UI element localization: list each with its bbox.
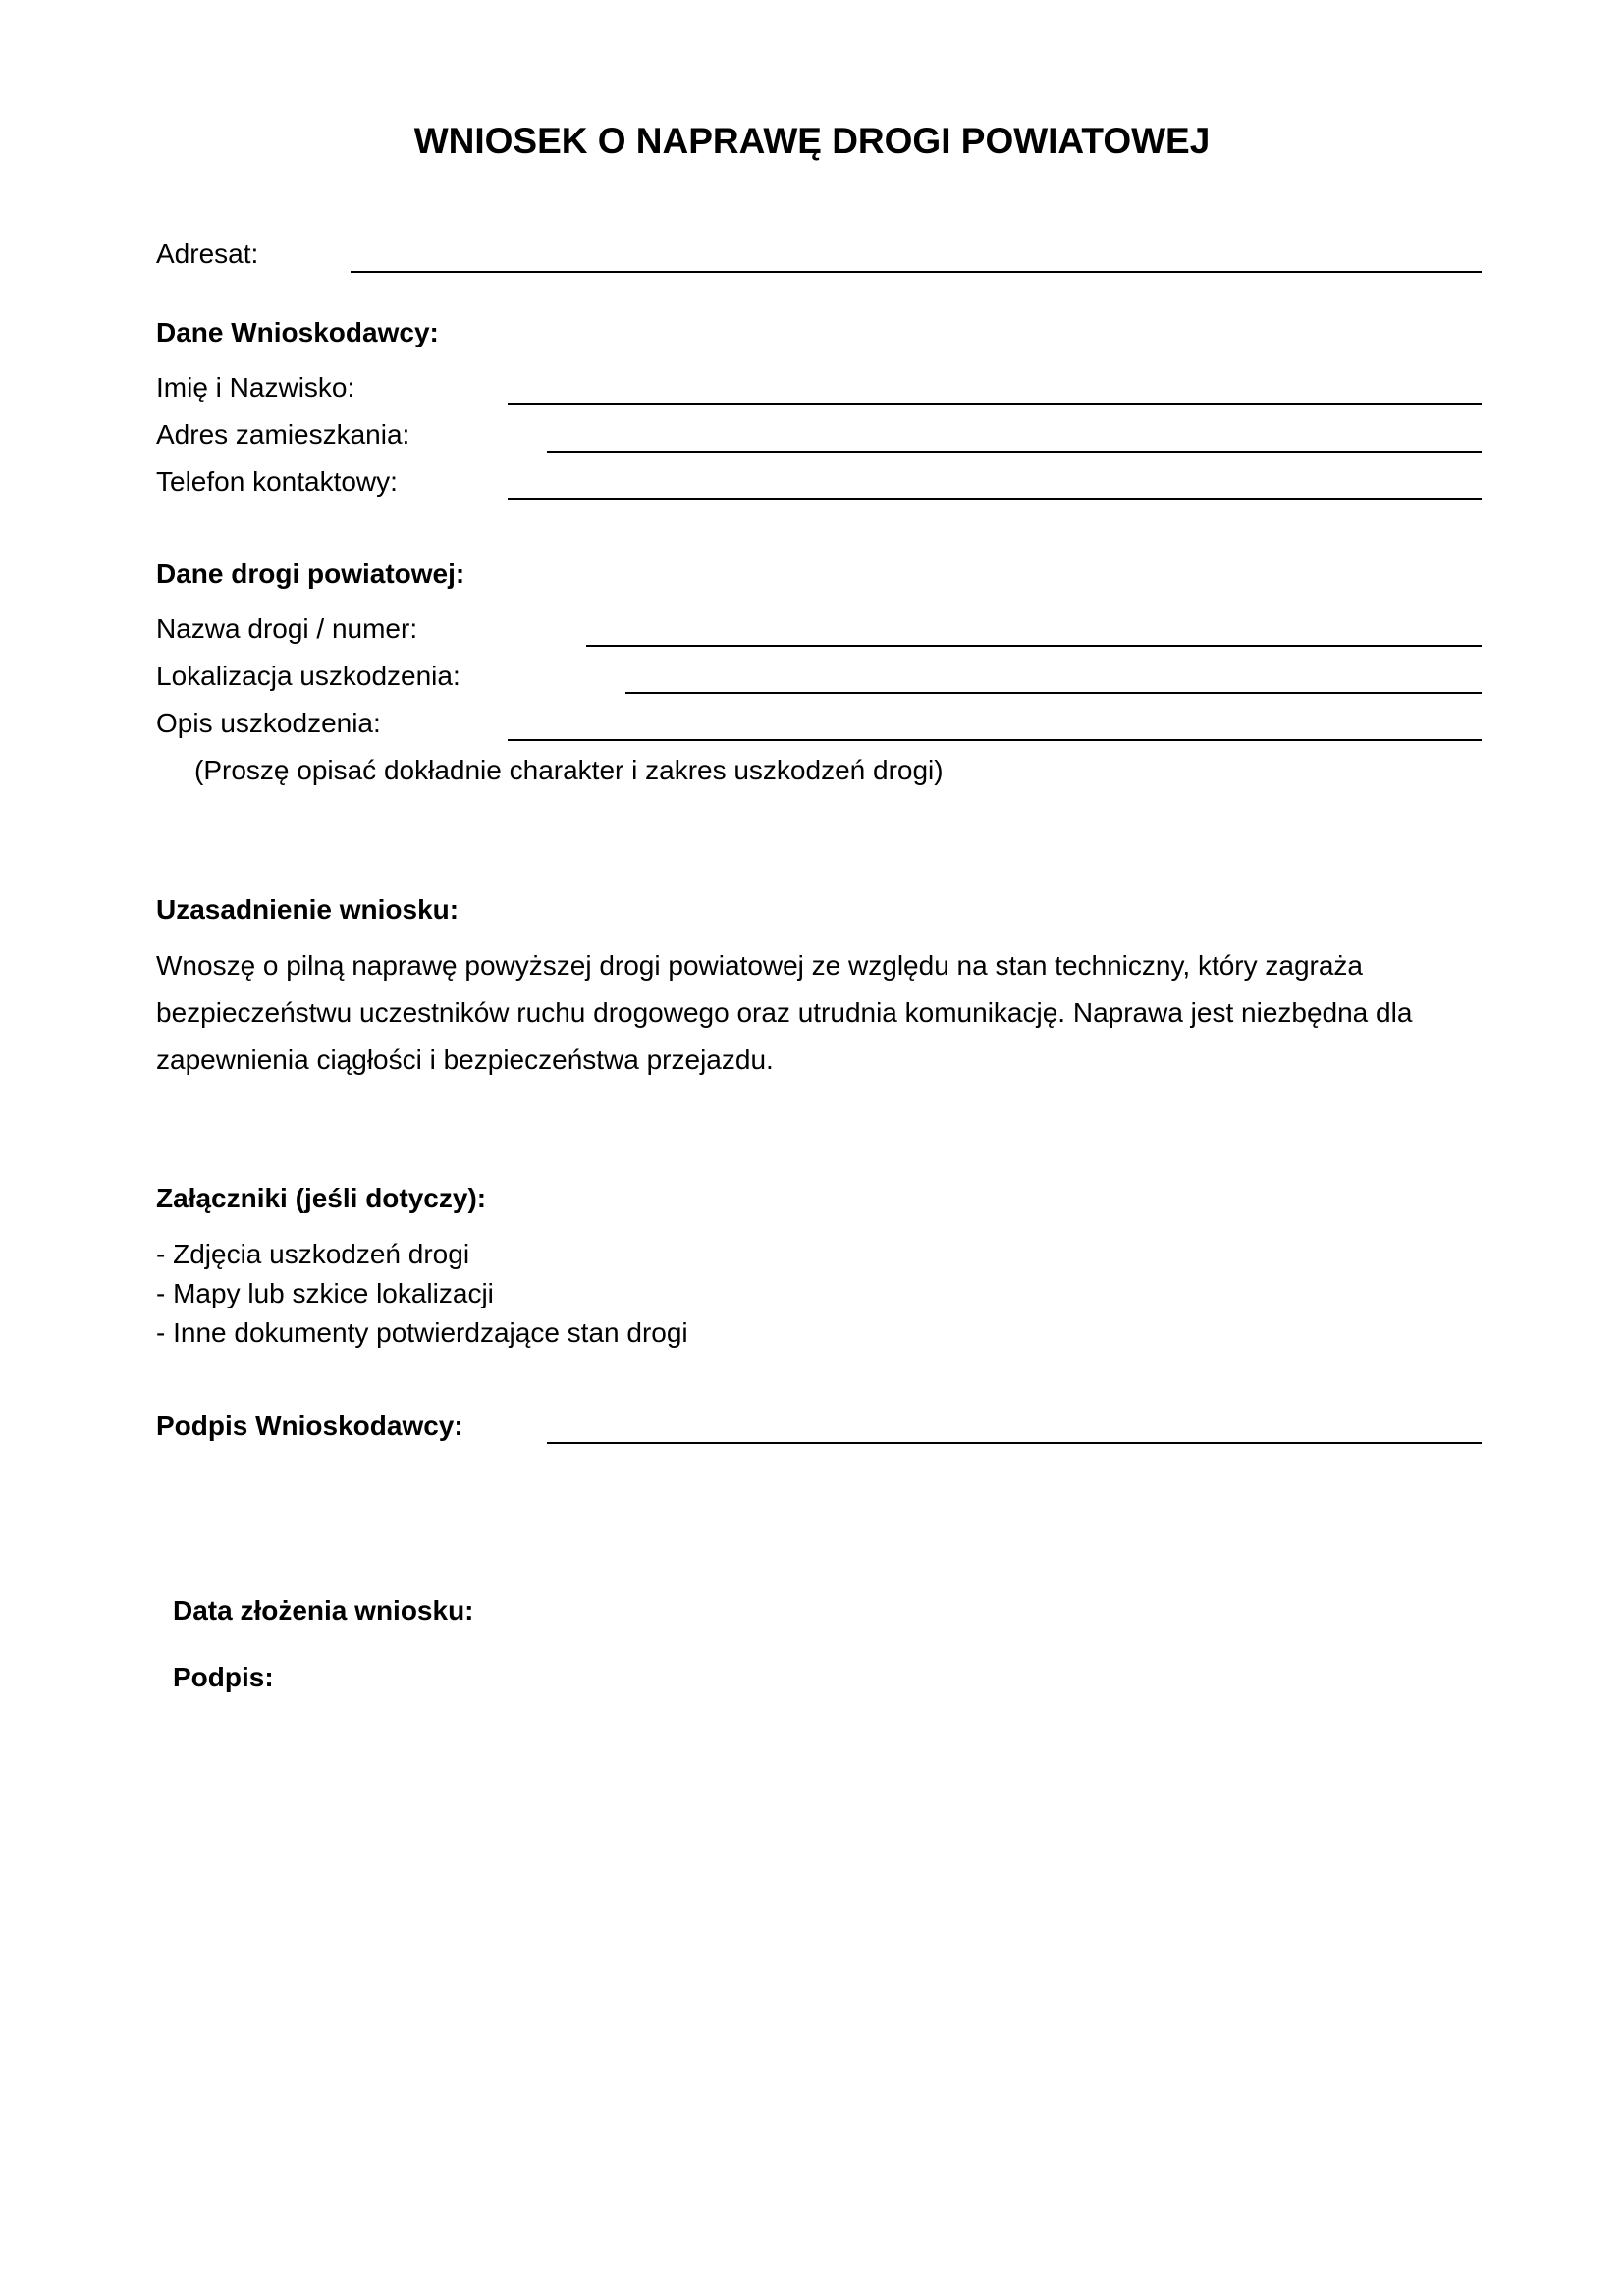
address-field[interactable] bbox=[547, 451, 1482, 453]
justification-text bbox=[156, 942, 1491, 1084]
location-label: Lokalizacja uszkodzenia: bbox=[156, 661, 460, 691]
road-name-label: Nazwa drogi / numer: bbox=[156, 614, 418, 644]
attachments-heading: Załączniki (jeśli dotyczy): bbox=[156, 1183, 487, 1213]
name-field[interactable] bbox=[508, 403, 1482, 405]
description-hint: (Proszę opisać dokładnie charakter i zakres uszkodzeń drogi) bbox=[194, 755, 944, 785]
attachments-list bbox=[156, 1235, 688, 1353]
date-label: Data złożenia wniosku: bbox=[173, 1595, 474, 1626]
description-field[interactable] bbox=[508, 739, 1482, 741]
justification-line: zapewnienia ciągłości i bezpieczeństwa przejazdu. bbox=[156, 1044, 774, 1075]
phone-label: Telefon kontaktowy: bbox=[156, 466, 398, 497]
signature-field[interactable] bbox=[547, 1442, 1482, 1444]
signature-label: Podpis Wnioskodawcy: bbox=[156, 1411, 463, 1441]
name-label: Imię i Nazwisko: bbox=[156, 372, 355, 402]
justification-heading: Uzasadnienie wniosku: bbox=[156, 894, 460, 925]
applicant-heading: Dane Wnioskodawcy: bbox=[156, 317, 439, 347]
justification-line: Wnoszę o pilną naprawę powyższej drogi powiatowej ze względu na stan techniczny, który zagraża bbox=[156, 950, 1364, 981]
list-item: - Inne dokumenty potwierdzające stan drogi bbox=[156, 1317, 688, 1348]
adresat-label: Adresat: bbox=[156, 239, 259, 269]
document-title: WNIOSEK O NAPRAWĘ DROGI POWIATOWEJ bbox=[413, 121, 1211, 161]
podpis-label: Podpis: bbox=[173, 1662, 274, 1692]
list-item: - Zdjęcia uszkodzeń drogi bbox=[156, 1239, 470, 1269]
justification-line: bezpieczeństwu uczestników ruchu drogowego oraz utrudnia komunikację. Naprawa jest niezbędna dla bbox=[156, 997, 1413, 1028]
list-item: - Mapy lub szkice lokalizacji bbox=[156, 1278, 494, 1308]
phone-field[interactable] bbox=[508, 498, 1482, 500]
location-field[interactable] bbox=[625, 692, 1482, 694]
description-label: Opis uszkodzenia: bbox=[156, 708, 381, 738]
address-label: Adres zamieszkania: bbox=[156, 419, 410, 450]
road-name-field[interactable] bbox=[586, 645, 1482, 647]
road-heading: Dane drogi powiatowej: bbox=[156, 559, 465, 589]
adresat-field[interactable] bbox=[351, 271, 1482, 273]
